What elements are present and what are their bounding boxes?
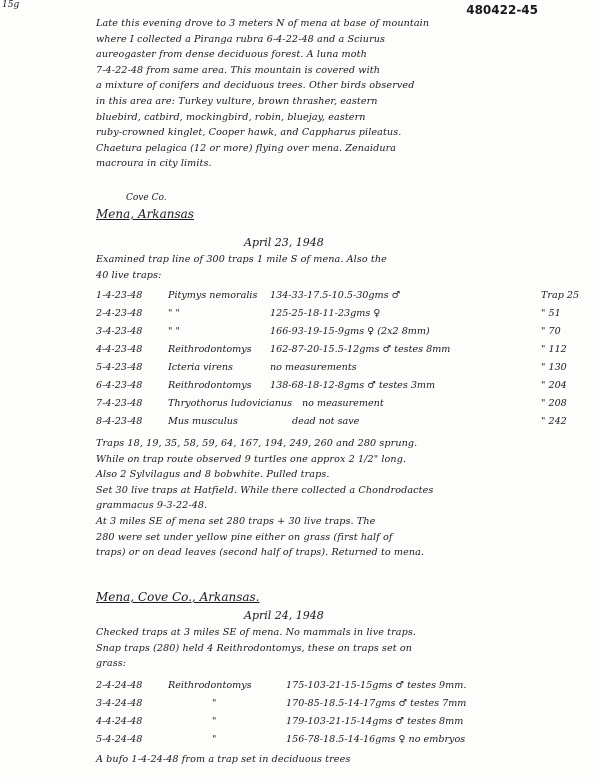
section1-note-line: Traps 18, 19, 35, 58, 59, 64, 167, 194, 249, 260 and 280 sprung. xyxy=(96,438,418,449)
row-species: Reithrodontomys xyxy=(168,380,252,391)
section1-intro-line: 40 live traps: xyxy=(96,269,162,281)
row-measurements: 138-68-18-12-8gms ♂ testes 3mm xyxy=(270,380,436,391)
row-date: 2-4-24-48 xyxy=(96,680,143,691)
row-measurements: dead not save xyxy=(292,416,360,427)
specimen-row xyxy=(96,308,586,324)
section2-intro-line: grass: xyxy=(96,658,127,670)
intro-line: Chaetura pelagica (12 or more) flying over mena. Zenaidura xyxy=(96,142,397,154)
row-species: " " xyxy=(168,326,180,337)
row-date: 4-4-23-48 xyxy=(96,344,143,355)
row-species: Mus musculus xyxy=(168,416,238,427)
specimen-row xyxy=(96,680,586,696)
section1-note-line: At 3 miles SE of mena set 280 traps + 30 live traps. The xyxy=(96,515,376,527)
section1-date: April 23, 1948 xyxy=(244,236,324,249)
row-species: Pitymys nemoralis xyxy=(168,290,258,301)
final-note: A bufo 1-4-24-48 from a trap set in deciduous trees xyxy=(96,754,351,765)
row-measurements: 179-103-21-15-14gms ♂ testes 8mm xyxy=(286,716,464,727)
row-date: 5-4-23-48 xyxy=(96,362,143,373)
intro-line: aureogaster from dense deciduous forest. A luna moth xyxy=(96,49,367,61)
row-date: 3-4-24-48 xyxy=(96,698,143,709)
section2-intro xyxy=(96,625,566,672)
intro-line: macroura in city limits. xyxy=(96,158,212,170)
row-measurements: 134-33-17.5-10.5-30gms ♂ xyxy=(270,290,401,301)
row-trap: " 70 xyxy=(541,326,561,337)
section2-intro-line: Checked traps at 3 miles SE of mena. No mammals in live traps. xyxy=(96,627,417,638)
row-measurements: 125-25-18-11-23gms ♀ xyxy=(270,308,381,319)
specimen-row xyxy=(96,698,586,714)
specimen-row xyxy=(96,290,586,306)
row-date: 8-4-23-48 xyxy=(96,416,143,427)
intro-line: a mixture of conifers and deciduous trees. Other birds observed xyxy=(96,80,415,92)
row-trap: " 242 xyxy=(541,416,567,427)
section1-note-line: Also 2 Sylvilagus and 8 bobwhite. Pulled traps. xyxy=(96,469,330,481)
section1-note-line: 280 were set under yellow pine either on grass (first half of xyxy=(96,531,393,543)
intro-line: bluebird, catbird, mockingbird, robin, bluejay, eastern xyxy=(96,111,366,123)
intro-paragraph xyxy=(96,16,566,172)
row-trap: " 130 xyxy=(541,362,567,373)
row-measurements: 162-87-20-15.5-12gms ♂ testes 8mm xyxy=(270,344,451,355)
row-species: Thryothorus ludovicianus xyxy=(168,398,293,409)
row-trap: " 208 xyxy=(541,398,567,409)
section1-note-line: While on trap route observed 9 turtles one approx 2 1/2" long. xyxy=(96,453,407,465)
row-species: Icteria virens xyxy=(168,362,233,373)
row-species: " xyxy=(212,734,217,745)
row-date: 5-4-24-48 xyxy=(96,734,143,745)
specimen-row xyxy=(96,716,586,732)
row-trap: " 204 xyxy=(541,380,567,391)
intro-line: 7-4-22-48 from same area. This mountain is covered with xyxy=(96,64,381,76)
row-species: " xyxy=(212,698,217,709)
row-species: " " xyxy=(168,308,180,319)
row-measurements: 175-103-21-15-15gms ♂ testes 9mm. xyxy=(286,680,467,691)
row-date: 2-4-23-48 xyxy=(96,308,143,319)
section1-note-line: Set 30 live traps at Hatfield. While there collected a Chondrodactes xyxy=(96,484,434,496)
specimen-row xyxy=(96,416,586,432)
intro-line: in this area are: Turkey vulture, brown thrasher, eastern xyxy=(96,95,378,107)
specimen-row xyxy=(96,734,586,750)
row-date: 1-4-23-48 xyxy=(96,290,143,301)
row-measurements: 156-78-18.5-14-16gms ♀ no embryos xyxy=(286,734,466,745)
row-species: " xyxy=(212,716,217,727)
specimen-row xyxy=(96,380,586,396)
county-annotation: Cove Co. xyxy=(126,193,167,203)
row-date: 3-4-23-48 xyxy=(96,326,143,337)
row-date: 6-4-23-48 xyxy=(96,380,143,391)
row-trap: " 51 xyxy=(541,308,561,319)
row-measurements: 166-93-19-15-9gms ♀ (2x2 8mm) xyxy=(270,326,430,337)
row-date: 7-4-23-48 xyxy=(96,398,143,409)
row-measurements: no measurement xyxy=(302,398,384,409)
row-species: Reithrodontomys xyxy=(168,344,252,355)
section1-intro xyxy=(96,252,566,283)
corner-mark: 15g xyxy=(2,0,20,10)
section2-date: April 24, 1948 xyxy=(244,609,324,622)
catalog-number: 480422-45 xyxy=(466,3,538,17)
row-date: 4-4-24-48 xyxy=(96,716,143,727)
specimen-row xyxy=(96,344,586,360)
row-trap: " 112 xyxy=(541,344,567,355)
row-measurements: 170-85-18.5-14-17gms ♂ testes 7mm xyxy=(286,698,467,709)
section1-intro-line: Examined trap line of 300 traps 1 mile S of mena. Also the xyxy=(96,254,387,265)
row-species: Reithrodontomys xyxy=(168,680,252,691)
intro-line: Late this evening drove to 3 meters N of mena at base of mountain xyxy=(96,18,430,29)
specimen-row xyxy=(96,398,586,414)
section1-notes xyxy=(96,436,566,561)
specimen-row xyxy=(96,326,586,342)
section2-intro-line: Snap traps (280) held 4 Reithrodontomys, these on traps set on xyxy=(96,642,412,654)
section1-note-line: traps) or on dead leaves (second half of traps). Returned to mena. xyxy=(96,547,425,559)
section1-note-line: grammacus 9-3-22-48. xyxy=(96,500,208,512)
specimen-row xyxy=(96,362,586,378)
section1-heading: Mena, Arkansas xyxy=(96,207,194,221)
row-measurements: no measurements xyxy=(270,362,357,373)
intro-line: where I collected a Piranga rubra 6-4-22-48 and a Sciurus xyxy=(96,33,386,45)
section2-heading: Mena, Cove Co., Arkansas. xyxy=(96,590,260,604)
intro-line: ruby-crowned kinglet, Cooper hawk, and Cappharus pileatus. xyxy=(96,127,402,139)
row-trap: Trap 25 xyxy=(541,290,580,301)
